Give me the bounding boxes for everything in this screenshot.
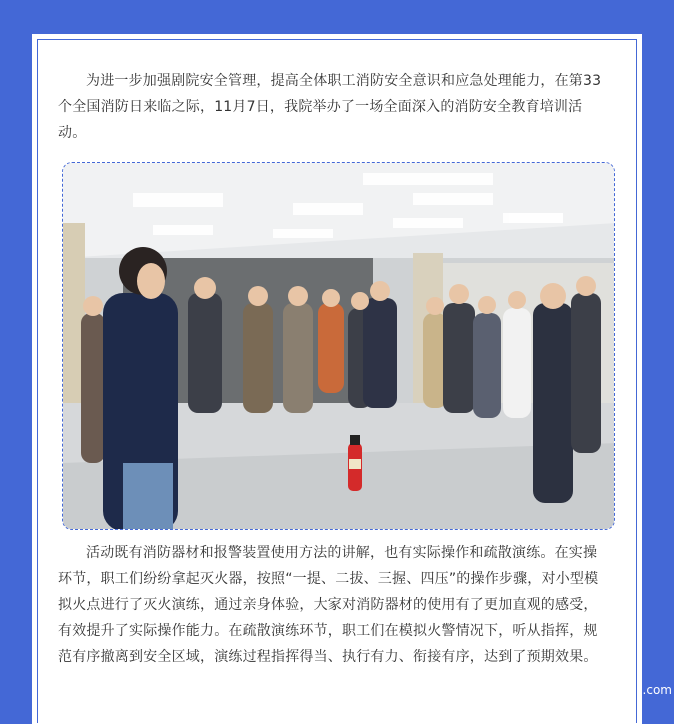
training-photo xyxy=(62,162,615,530)
article-frame xyxy=(32,34,642,724)
training-photo-illustration xyxy=(63,163,615,530)
article-inner-border xyxy=(37,39,637,723)
watermark-text: .com xyxy=(642,683,672,697)
intro-paragraph: 为进一步加强剧院安全管理，提高全体职工消防安全意识和应急处理能力，在第33个全国消防日来临之际，11月7日，我院举办了一场全面深入的消防安全教育培训活动。 xyxy=(58,73,602,141)
activity-paragraph: 活动既有消防器材和报警装置使用方法的讲解，也有实际操作和疏散演练。在实操环节，职工们纷纷拿起灭火器，按照“一提、二拔、三握、四压”的操作步骤，对小型模拟火点进行了灭火演练，通过亲身体验，大家对消防器材的使用有了更加直观的感受，有效提升了实际操作能力。在疏散演练环节，职工们在模拟火警情况下，听从指挥，规范有序撤离到安全区域，演练过程指挥得当、执行有力、衔接有序，达到了预期效果。 xyxy=(58,545,599,665)
